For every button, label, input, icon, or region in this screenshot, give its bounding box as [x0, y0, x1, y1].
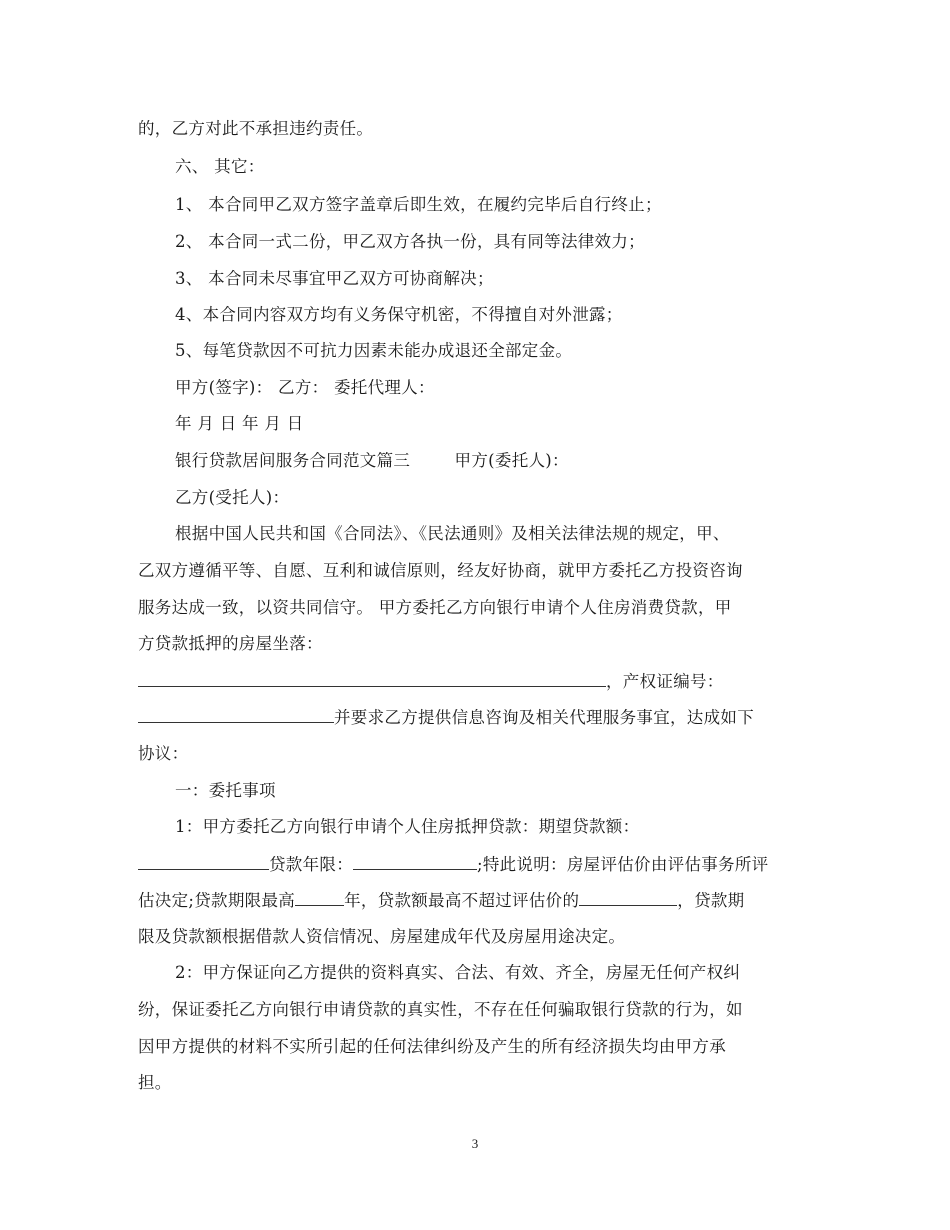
- page-number: 3: [471, 1136, 479, 1151]
- paragraph-text: 估决定;贷款期限最高: [138, 891, 296, 910]
- blank-field: [353, 853, 477, 870]
- paragraph-line: 协议：: [138, 744, 189, 763]
- paragraph-text: ;特此说明：房屋评估价由评估事务所评: [477, 855, 769, 874]
- paragraph-text: ，贷款期: [677, 891, 745, 910]
- paragraph-text: 贷款年限：: [269, 855, 353, 874]
- paragraph-line: 乙双方遵循平等、自愿、互利和诚信原则，经友好协商，就甲方委托乙方投资咨询: [138, 561, 743, 580]
- paragraph-line: 因甲方提供的材料不实所引起的任何法律纠纷及产生的所有经济损失均由甲方承: [138, 1037, 726, 1056]
- section-heading: 一：委托事项: [175, 781, 276, 800]
- blank-line-row: [138, 670, 818, 693]
- blank-field: [295, 889, 344, 906]
- signature-line: 甲方(签字)： 乙方： 委托代理人：: [175, 378, 435, 397]
- section-title: 银行贷款居间服务合同范文篇三 甲方(委托人)：: [175, 451, 569, 470]
- paragraph-line: 纷，保证委托乙方向银行申请贷款的真实性，不存在任何骗取银行贷款的行为，如: [138, 1000, 743, 1019]
- clause-line: 5、每笔贷款因不可抗力因素未能办成退还全部定金。: [175, 341, 573, 360]
- paragraph-line: 根据中国人民共和国《合同法》、《民法通则》及相关法律法规的规定，甲、: [175, 524, 730, 543]
- clause-line: 2、 本合同一式二份，甲乙双方各执一份，具有同等法律效力；: [175, 232, 645, 251]
- clause-line: 1、 本合同甲乙双方签字盖章后即生效，在履约完毕后自行终止；: [175, 195, 662, 214]
- blank-field: [138, 853, 269, 870]
- paragraph-line: 的，乙方对此不承担违约责任。: [138, 119, 374, 138]
- blank-line-row: [138, 853, 818, 876]
- blank-line-row: [138, 889, 818, 912]
- section-heading: 六、 其它：: [175, 157, 265, 176]
- paragraph-text: 并要求乙方提供信息咨询及相关代理服务事宜，达成如下: [334, 708, 754, 727]
- clause-line: 2：甲方保证向乙方提供的资料真实、合法、有效、齐全，房屋无任何产权纠: [175, 963, 741, 982]
- paragraph-text: ，产权证编号：: [606, 672, 724, 691]
- blank-field: [579, 889, 677, 906]
- paragraph-line: 担。: [138, 1073, 172, 1092]
- date-line: 年 月 日 年 月 日: [175, 414, 304, 433]
- clause-line: 4、本合同内容双方均有义务保守机密，不得擅自对外泄露；: [175, 305, 623, 324]
- paragraph-line: 服务达成一致，以资共同信守。 甲方委托乙方向银行申请个人住房消费贷款，甲: [138, 598, 732, 617]
- paragraph-line: 限及贷款额根据借款人资信情况、房屋建成年代及房屋用途决定。: [138, 927, 626, 946]
- clause-line: 3、 本合同未尽事宜甲乙双方可协商解决；: [175, 269, 494, 288]
- blank-line-row: [138, 706, 818, 729]
- party-line: 乙方(受托人)：: [175, 488, 290, 507]
- blank-field: [138, 706, 334, 723]
- paragraph-text: 年，贷款额最高不超过评估价的: [344, 891, 580, 910]
- paragraph-line: 方贷款抵押的房屋坐落：: [138, 634, 323, 653]
- blank-field: [138, 670, 606, 687]
- clause-line: 1：甲方委托乙方向银行申请个人住房抵押贷款：期望贷款额：: [175, 817, 640, 836]
